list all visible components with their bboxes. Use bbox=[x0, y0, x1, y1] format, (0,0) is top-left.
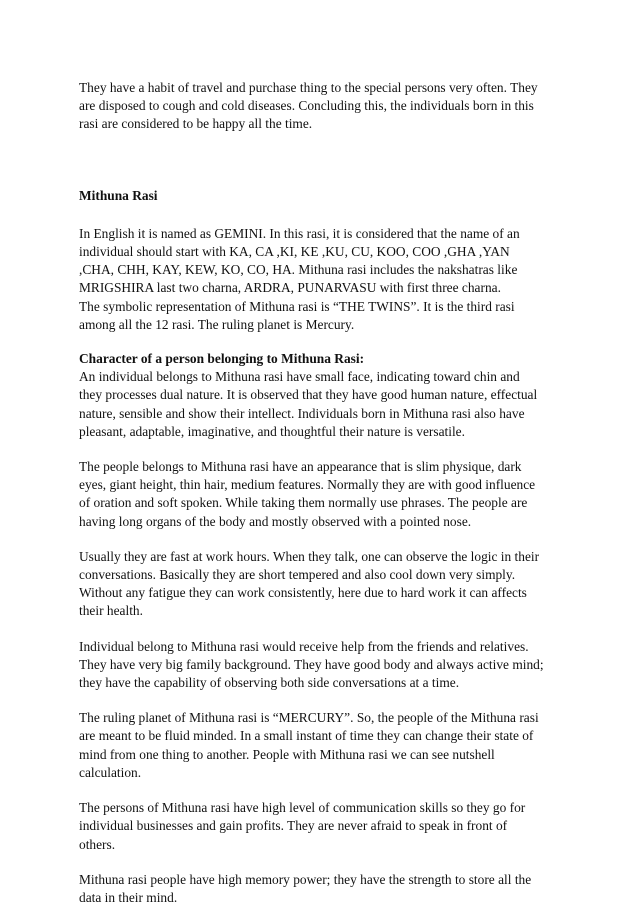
paragraph-communication: The persons of Mithuna rasi have high level of communication skills so they go for individual businesses and gain profits. They are never afraid to speak in front of others. bbox=[79, 800, 526, 852]
section-title: Mithuna Rasi bbox=[79, 187, 158, 203]
intro-paragraph: They have a habit of travel and purchase thing to the special persons very often. They are disposed to cough and cold diseases. Concluding this, the individuals born in this rasi are considered to be happy all the time. bbox=[79, 80, 538, 132]
paragraph-character: An individual belongs to Mithuna rasi have small face, indicating toward chin and they processes dual nature. It is observed that they have good human nature, effectual nature, sensible and show their intellect. Individuals born in Mithuna rasi also have pleasant, adaptable, imaginative, and thoughtful their nature is versatile. bbox=[79, 369, 538, 439]
document-page bbox=[79, 79, 569, 907]
paragraph-appearance: The people belongs to Mithuna rasi have an appearance that is slim physique, dark eyes, giant height, thin hair, medium features. Normally they are with good influence of oration and soft spoken. While taking them normally use phrases. The people are having long organs of the body and mostly observed with a pointed nose. bbox=[79, 459, 536, 529]
paragraph-work: Usually they are fast at work hours. When they talk, one can observe the logic in their conversations. Basically they are short tempered and also cool down very simply. Without any fatigue they can work consistently, here due to hard work it can affects their health. bbox=[79, 548, 540, 619]
paragraph-memory: Mithuna rasi people have high memory power; they have the strength to store all the data in their mind. bbox=[79, 871, 532, 905]
paragraph-ruling-planet: The ruling planet of Mithuna rasi is “MERCURY”. So, the people of the Mithuna rasi are meant to be fluid minded. In a small instant of time they can change their state of mind from one thing to another. People with Mithuna rasi we can see nutshell calculation. bbox=[79, 710, 539, 780]
paragraph-gemini-overview: In English it is named as GEMINI. In this rasi, it is considered that the name of an individual should start with KA, CA ,KI, KE ,KU, CU, KOO, COO ,GHA ,YAN ,CHA, CHH, KAY, KEW, KO, CO, HA. Mithuna rasi includes the nakshatras like MRIGSHIRA last two charna, ARDRA, PUNARVASU with first three charna. The symbolic representation of Mithuna rasi is “THE TWINS”. It is the third rasi among all the 12 rasi. The ruling planet is Mercury. bbox=[79, 225, 520, 332]
paragraph-family: Individual belong to Mithuna rasi would receive help from the friends and relatives. They have very big family background. They have good body and always active mind; they have the capability of observing both side conversations at a time. bbox=[79, 638, 544, 691]
character-heading: Character of a person belonging to Mithuna Rasi: bbox=[79, 351, 365, 367]
